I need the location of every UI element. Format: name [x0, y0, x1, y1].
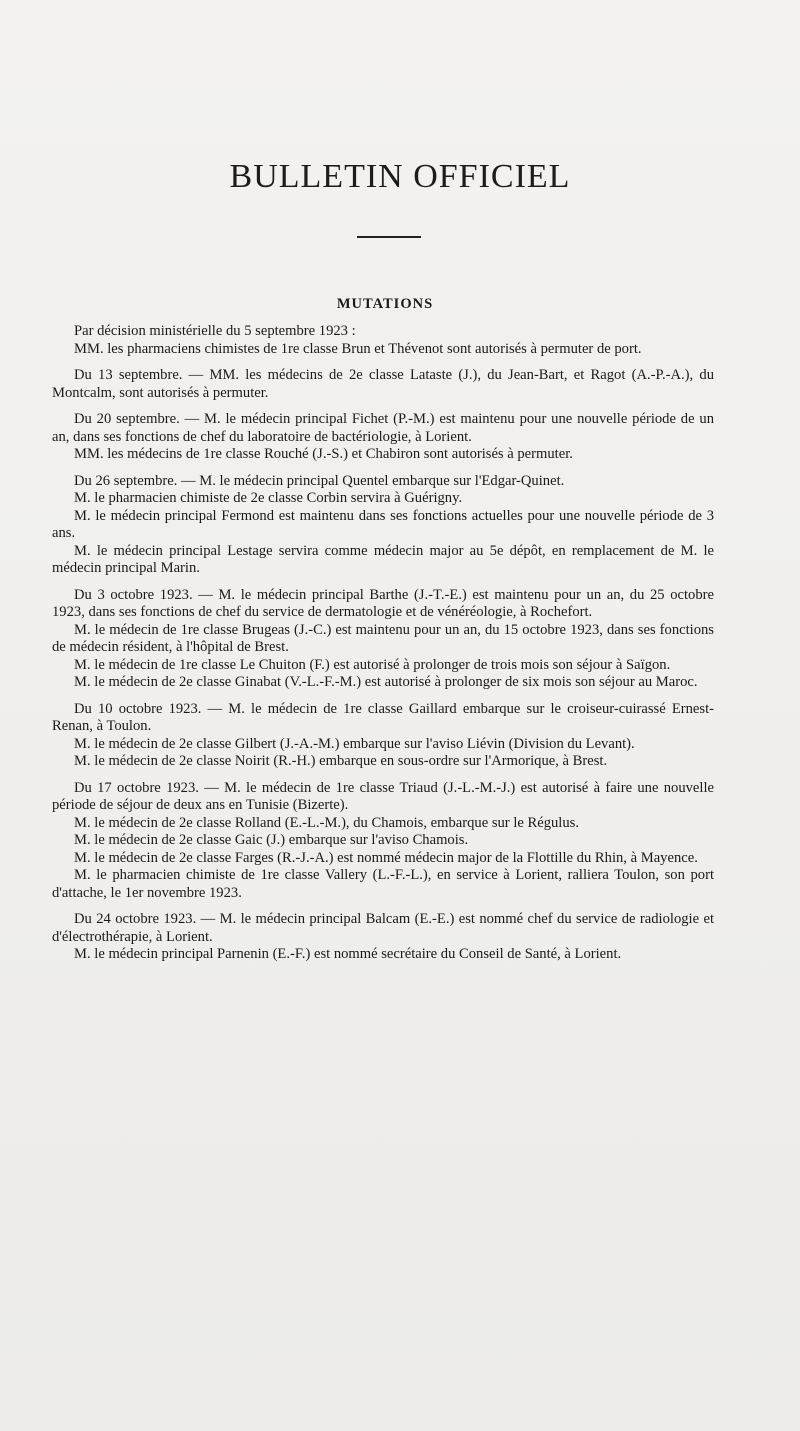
- paragraph: M. le médecin de 2e classe Noirit (R.-H.) embarque en sous-ordre sur l'Armorique, à Brest.: [74, 753, 608, 769]
- paragraph: Par décision ministérielle du 5 septembre 1923 :: [74, 323, 356, 339]
- paragraph: M. le médecin principal Fermond est maintenu dans ses fonctions actuelles pour une nouvelle période de 3 ans.: [52, 507, 714, 541]
- paragraph: M. le médecin de 1re classe Brugeas (J.-C.) est maintenu pour un an, du 15 octobre 1923, dans ses fonctions de médecin résident, à l'hôpital de Brest.: [52, 621, 714, 655]
- paragraph: M. le pharmacien chimiste de 1re classe Vallery (L.-F.-L.), en service à Lorient, ralliera Toulon, son port d'attache, le 1er novembre 1923.: [52, 867, 714, 901]
- paragraph: Du 17 octobre 1923. — M. le médecin de 1re classe Triaud (J.-L.-M.-J.) est autorisé à faire une nouvelle période de séjour de deux ans en Tunisie (Bizerte).: [52, 779, 714, 813]
- paragraph: Du 26 septembre. — M. le médecin principal Quentel embarque sur l'Edgar-Quinet.: [74, 472, 565, 489]
- paragraph: M. le pharmacien chimiste de 2e classe Corbin servira à Guérigny.: [74, 490, 463, 506]
- paragraph: Du 20 septembre. — M. le médecin principal Fichet (P.-M.) est maintenu pour une nouvelle période de un an, dans ses fonctions de chef du laboratoire de bactériologie, à Lorient.: [52, 411, 714, 445]
- paragraph: M. le médecin de 2e classe Farges (R.-J.-A.) est nommé médecin major de la Flottille du Rhin, à Mayence.: [74, 849, 698, 866]
- paragraph: MM. les pharmaciens chimistes de 1re classe Brun et Thévenot sont autorisés à permuter de port.: [74, 340, 642, 357]
- paragraph: M. le médecin de 2e classe Gilbert (J.-A.-M.) embarque sur l'aviso Liévin (Division du Levant).: [74, 735, 635, 752]
- paragraph: Du 10 octobre 1923. — M. le médecin de 1re classe Gaillard embarque sur le croiseur-cuirassé Ernest-Renan, à Toulon.: [52, 700, 714, 734]
- title-divider: [357, 236, 421, 238]
- paragraph: Du 24 octobre 1923. — M. le médecin principal Balcam (E.-E.) est nommé chef du service de radiologie et d'électrothérapie, à Lorient.: [52, 911, 714, 945]
- paragraph: M. le médecin de 2e classe Rolland (E.-L.-M.), du Chamois, embarque sur le Régulus.: [74, 814, 579, 831]
- paragraph: Du 3 octobre 1923. — M. le médecin principal Barthe (J.-T.-E.) est maintenu pour un an, du 25 octobre 1923, dans ses fonctions de chef du service de dermatologie et de vénéréologie, à Rochefort.: [52, 586, 714, 620]
- page-title: BULLETIN OFFICIEL: [229, 158, 571, 195]
- paragraph: MM. les médecins de 1re classe Rouché (J.-S.) et Chabiron sont autorisés à permuter.: [74, 446, 573, 462]
- section-heading: MUTATIONS: [336, 296, 434, 312]
- document-body: [52, 323, 714, 964]
- paragraph: M. le médecin principal Lestage servira comme médecin major au 5e dépôt, en remplacement de M. le médecin principal Marin.: [52, 542, 714, 576]
- paragraph: M. le médecin de 2e classe Gaic (J.) embarque sur l'aviso Chamois.: [74, 832, 469, 848]
- paragraph: Du 13 septembre. — MM. les médecins de 2e classe Lataste (J.), du Jean-Bart, et Ragot (A.-P.-A.), du Montcalm, sont autorisés à permuter.: [52, 367, 714, 401]
- paragraph: M. le médecin de 1re classe Le Chuiton (F.) est autorisé à prolonger de trois mois son séjour à Saïgon.: [74, 656, 671, 673]
- paragraph: M. le médecin de 2e classe Ginabat (V.-L.-F.-M.) est autorisé à prolonger de six mois son séjour au Maroc.: [74, 674, 698, 690]
- paragraph: M. le médecin principal Parnenin (E.-F.) est nommé secrétaire du Conseil de Santé, à Lorient.: [74, 946, 622, 962]
